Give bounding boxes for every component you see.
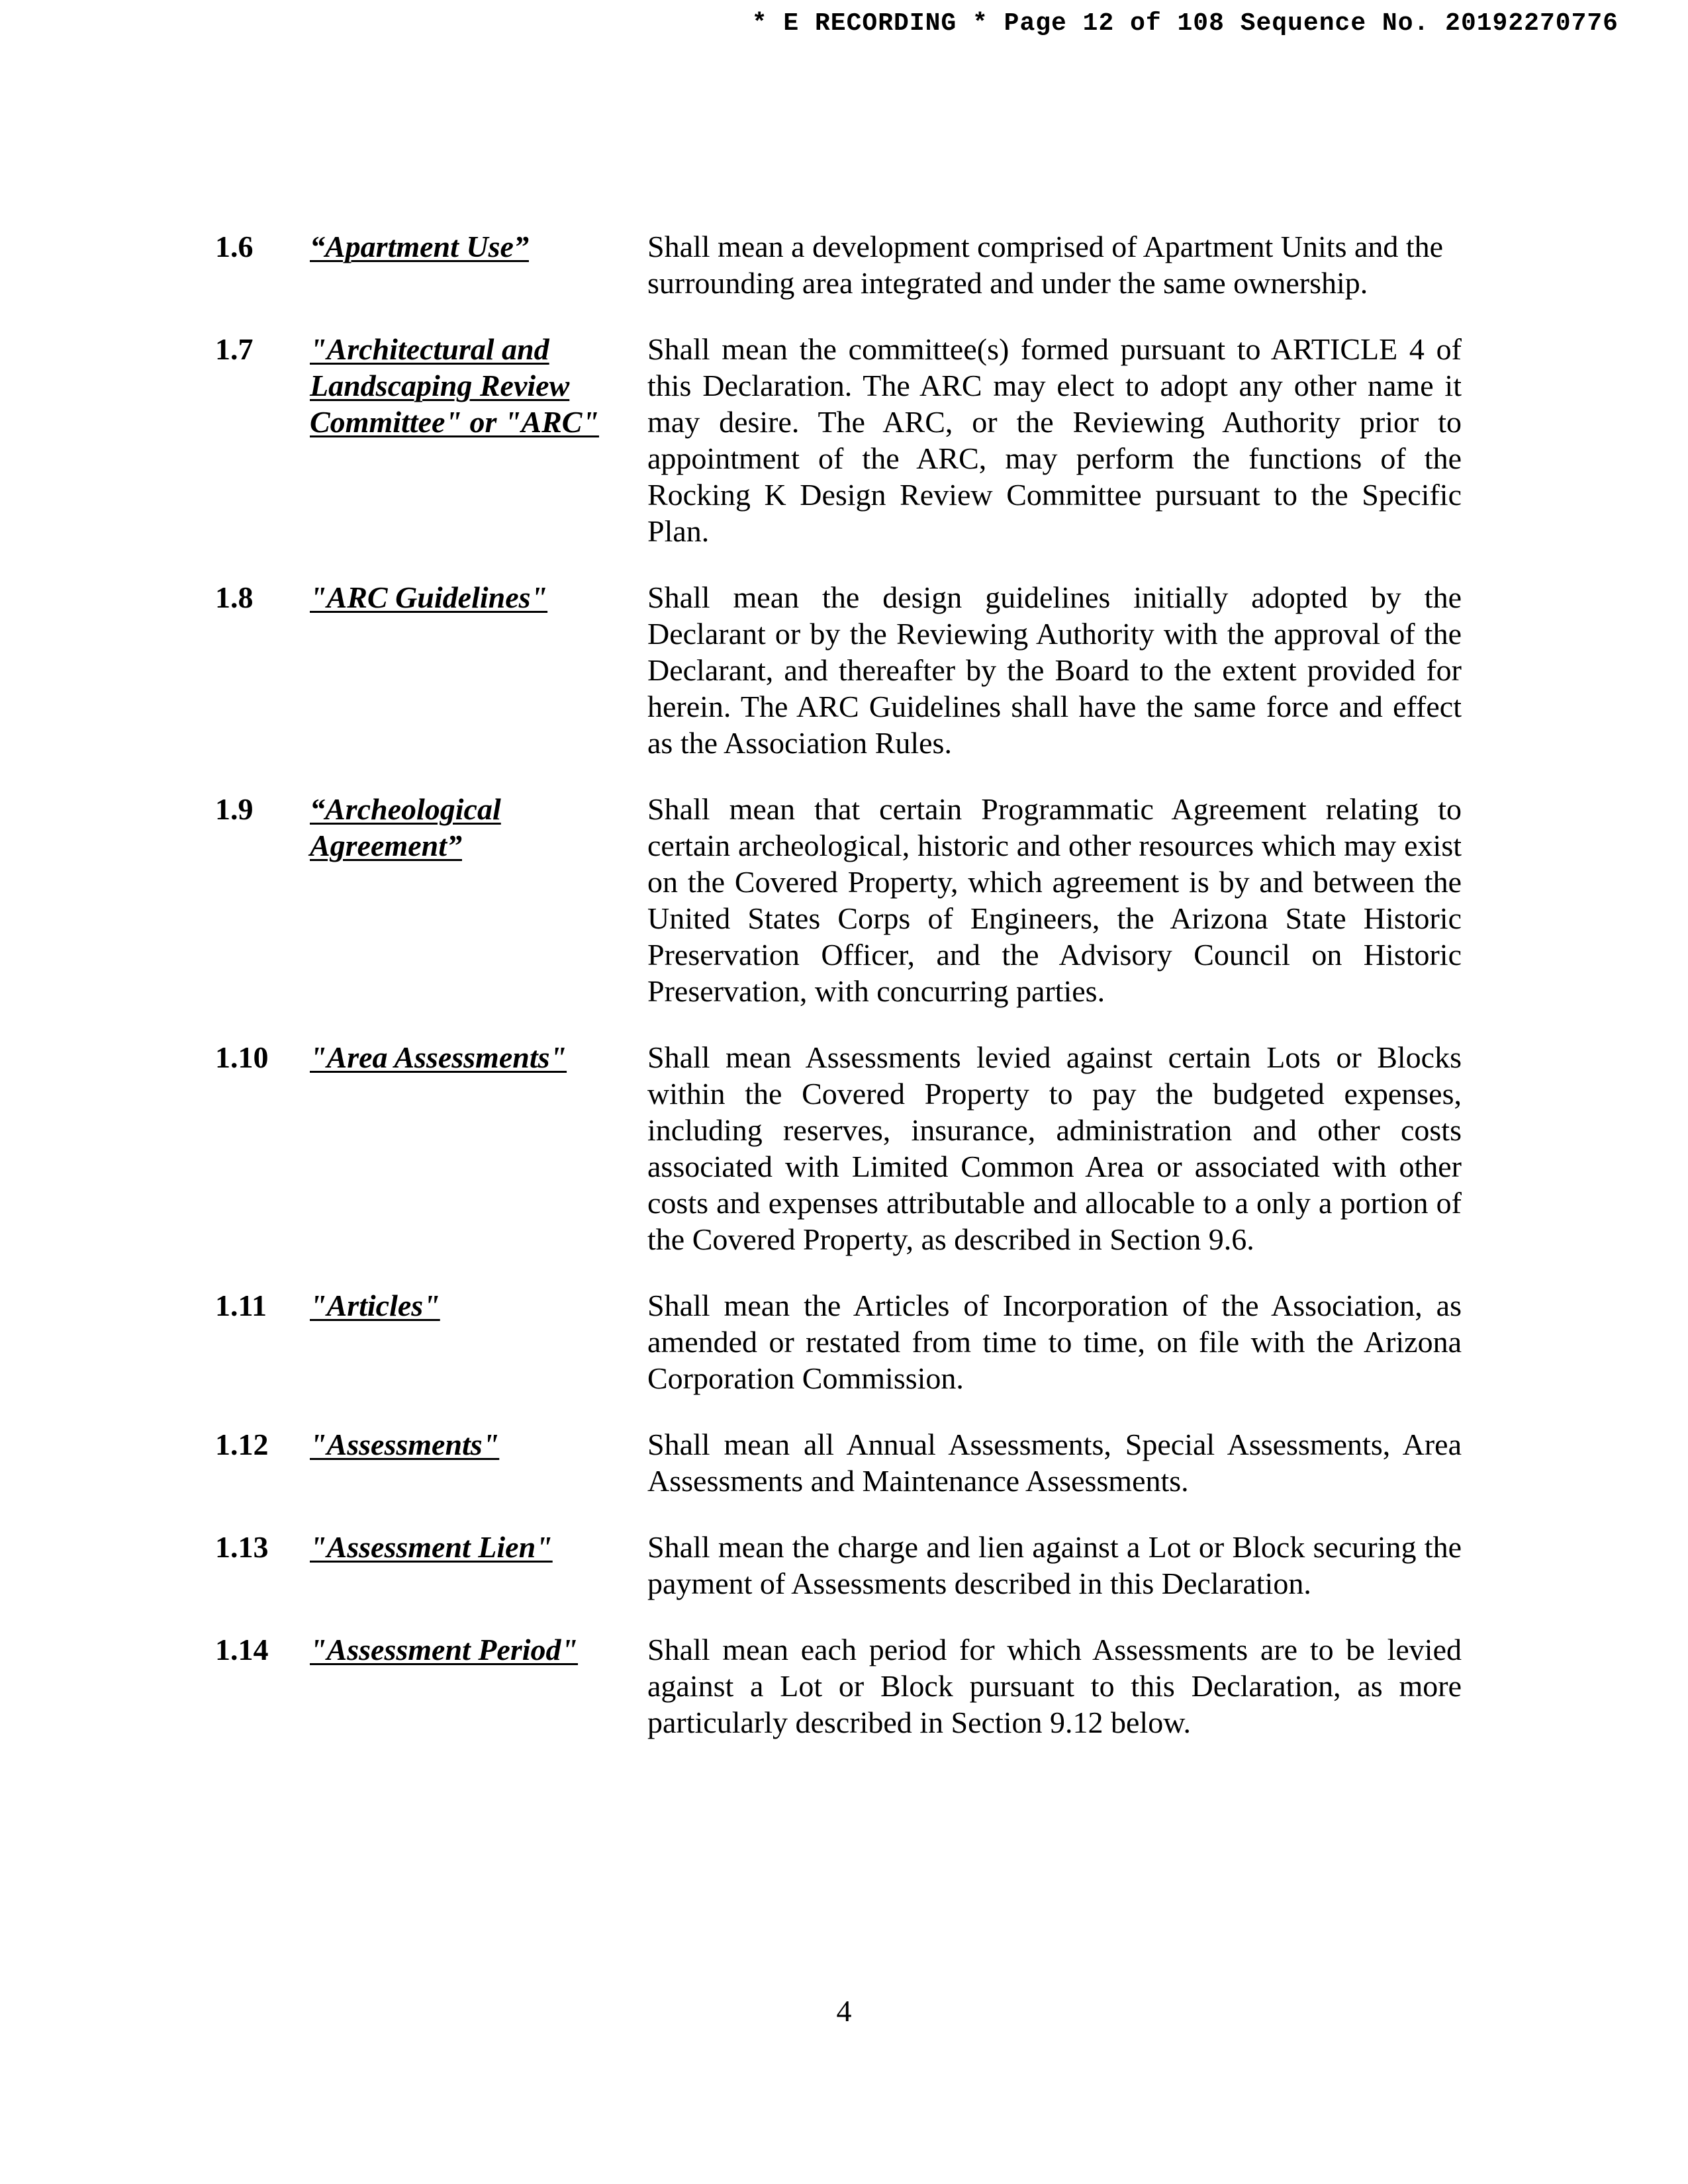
defined-term: “Apartment Use” bbox=[310, 230, 529, 263]
definition-entry bbox=[0, 1039, 1688, 1257]
defined-term: “Archeological Agreement” bbox=[310, 792, 501, 862]
definition-text: Shall mean that certain Programmatic Agreement relating to certain archeological, historic and other resources which may exist on the Covered Property, which agreement is by and between the United States Corps of Engineers, the Arizona State Historic Preservation Officer, and the Advisory Council on Historic Preservation, with concurring parties. bbox=[647, 792, 1462, 1008]
definitions-list bbox=[0, 228, 1688, 1770]
definition-text: Shall mean each period for which Assessments are to be levied against a Lot or Block pursuant to this Declaration, as more particularly described in Section 9.12 below. bbox=[647, 1633, 1462, 1739]
defined-term: "ARC Guidelines" bbox=[310, 580, 548, 614]
section-number: 1.10 bbox=[215, 1040, 269, 1074]
section-number: 1.13 bbox=[215, 1530, 269, 1564]
definition-text: Shall mean the design guidelines initially adopted by the Declarant or by the Reviewing Authority with the approval of the Declarant, and thereafter by the Board to the extent provided for herein. The ARC Guidelines shall have the same force and effect as the Association Rules. bbox=[647, 580, 1462, 760]
definition-text: Shall mean all Annual Assessments, Special Assessments, Area Assessments and Maintenance Assessments. bbox=[647, 1428, 1462, 1498]
section-number: 1.14 bbox=[215, 1633, 269, 1666]
definition-text: Shall mean Assessments levied against certain Lots or Blocks within the Covered Property to pay the budgeted expenses, including reserves, insurance, administration and other costs associated with Limited Common Area or associated with other costs and expenses attributable and allocable to a only a portion of the Covered Property, as described in Section 9.6. bbox=[647, 1040, 1462, 1256]
definition-entry bbox=[0, 791, 1688, 1009]
definition-text: Shall mean the Articles of Incorporation of the Association, as amended or restated from time to time, on file with the Arizona Corporation Commission. bbox=[647, 1289, 1462, 1395]
definition-entry bbox=[0, 228, 1688, 301]
section-number: 1.6 bbox=[215, 230, 254, 263]
section-number: 1.11 bbox=[215, 1289, 267, 1322]
definition-text: Shall mean the charge and lien against a Lot or Block securing the payment of Assessments described in this Declaration. bbox=[647, 1530, 1462, 1600]
defined-term: "Articles" bbox=[310, 1289, 440, 1322]
defined-term: "Assessments" bbox=[310, 1428, 500, 1461]
definition-text: Shall mean the committee(s) formed pursuant to ARTICLE 4 of this Declaration. The ARC may elect to adopt any other name it may desire. The ARC, or the Reviewing Authority prior to appointment of the ARC, may perform the functions of the Rocking K Design Review Committee pursuant to the Specific Plan. bbox=[647, 332, 1462, 548]
defined-term: "Assessment Period" bbox=[310, 1633, 579, 1666]
definition-entry bbox=[0, 1426, 1688, 1499]
definition-entry bbox=[0, 579, 1688, 761]
definition-entry bbox=[0, 1529, 1688, 1602]
definition-entry bbox=[0, 1631, 1688, 1741]
defined-term: "Area Assessments" bbox=[310, 1040, 567, 1074]
section-number: 1.7 bbox=[215, 332, 254, 366]
defined-term: "Assessment Lien" bbox=[310, 1530, 553, 1564]
section-number: 1.8 bbox=[215, 580, 254, 614]
section-number: 1.12 bbox=[215, 1428, 269, 1461]
definition-entry bbox=[0, 1287, 1688, 1396]
page-number: 4 bbox=[836, 1994, 852, 2028]
definition-entry bbox=[0, 331, 1688, 549]
recording-header: * E RECORDING * Page 12 of 108 Sequence No. 20192270776 bbox=[751, 9, 1618, 38]
defined-term: "Architectural and Landscaping Review Committee" or "ARC" bbox=[310, 332, 599, 439]
section-number: 1.9 bbox=[215, 792, 254, 826]
definition-text: Shall mean a development comprised of Apartment Units and the surrounding area integrated and under the same ownership. bbox=[647, 230, 1444, 300]
